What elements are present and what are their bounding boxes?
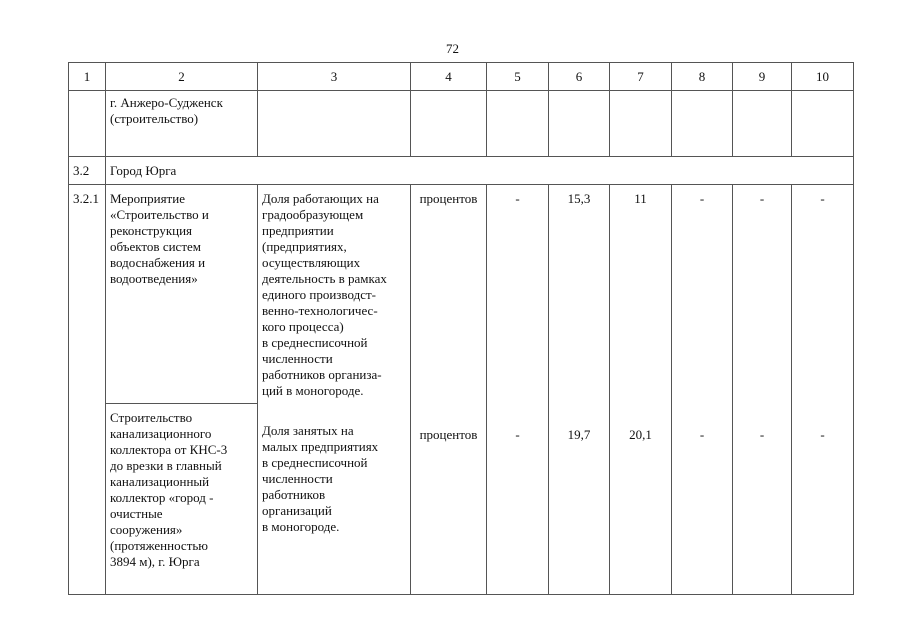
- value-text: 20,1: [629, 427, 652, 442]
- value-cell: [733, 185, 792, 595]
- value-text: -: [820, 427, 825, 442]
- page-number: 72: [446, 41, 459, 56]
- column-number: 5: [487, 63, 549, 91]
- unit-text: процентов: [419, 191, 478, 206]
- value-cell: [733, 91, 792, 157]
- column-number: 3: [258, 63, 411, 91]
- value-text: -: [759, 427, 765, 442]
- column-number: 6: [549, 63, 610, 91]
- section-title: Город Юрга: [106, 157, 854, 185]
- section-number: 3.2: [69, 157, 106, 185]
- value-cell: [549, 91, 610, 157]
- measure-name-cell: Строительство канализационного коллектора от КНС-3 до врезки в главный канализационный коллектор «город - очистные сооружения» (протяженностью 3894 м), г. Юрга: [106, 404, 258, 595]
- table-row: [69, 185, 854, 404]
- program-table: [68, 62, 854, 595]
- column-number: 8: [672, 63, 733, 91]
- indicator-text: Доля занятых на малых предприятиях в среднесписочной численности работников организаций в моногороде.: [262, 423, 379, 534]
- value-cell: [610, 91, 672, 157]
- value-cell: [672, 185, 733, 595]
- measure-name-cell: г. Анжеро-Судженск (строительство): [106, 91, 258, 157]
- value-cell: [487, 91, 549, 157]
- column-number: 2: [106, 63, 258, 91]
- column-number: 10: [792, 63, 854, 91]
- value-cell: [610, 185, 672, 595]
- indicator-cell: [258, 185, 411, 595]
- measure-name-cell: Мероприятие «Строительство и реконструкция объектов систем водоснабжения и водоотведения»: [106, 185, 258, 404]
- row-number-cell: [69, 91, 106, 157]
- value-cell: [549, 185, 610, 595]
- value-cell: [792, 91, 854, 157]
- indicator-text: Доля работающих на градообразующем предприятии (предприятиях, осуществляющих деятельность в рамках единого производст- венно-технологичес- кого процесса) в среднесписочной численности работников организа- ций в моногороде.: [262, 191, 387, 398]
- value-text: -: [515, 427, 520, 442]
- column-number: 9: [733, 63, 792, 91]
- column-number: 7: [610, 63, 672, 91]
- unit-cell: [411, 185, 487, 595]
- section-row: [69, 157, 854, 185]
- column-number: 4: [411, 63, 487, 91]
- value-cell: [487, 185, 549, 595]
- value-cell: [672, 91, 733, 157]
- unit-cell: [411, 91, 487, 157]
- column-number: 1: [69, 63, 106, 91]
- table-row: [69, 91, 854, 157]
- indicator-cell: [258, 91, 411, 157]
- item-number: 3.2.1: [69, 185, 106, 595]
- unit-text: процентов: [419, 427, 478, 442]
- value-text: 15,3: [567, 191, 591, 206]
- value-text: 19,7: [567, 427, 591, 442]
- value-text: -: [515, 191, 520, 206]
- value-cell: [792, 185, 854, 595]
- value-text: -: [699, 191, 705, 206]
- value-text: -: [699, 427, 705, 442]
- column-number-header-row: [69, 63, 854, 91]
- value-text: -: [759, 191, 765, 206]
- value-text: -: [820, 191, 825, 206]
- value-text: 11: [634, 191, 647, 206]
